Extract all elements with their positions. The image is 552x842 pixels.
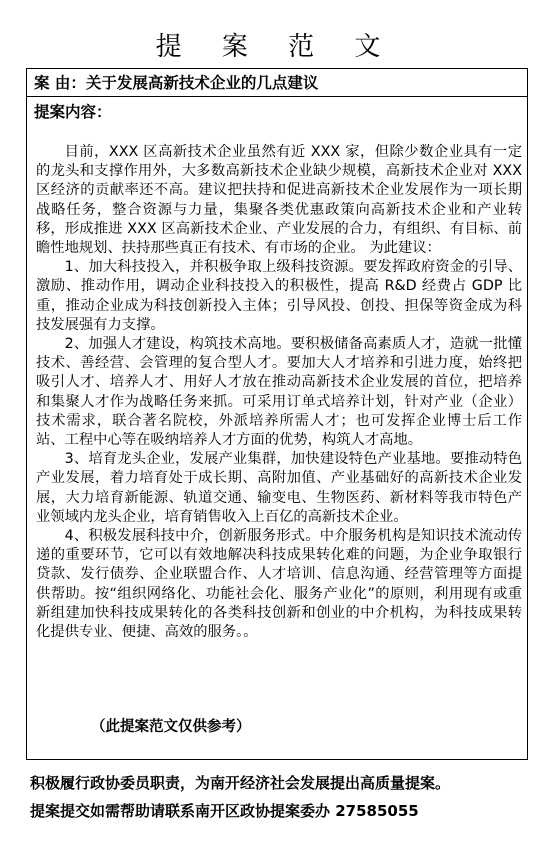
content-label: 提案内容：	[34, 103, 112, 121]
footer-slogan: 积极履行政协委员职责，为南开经济社会发展提出高质量提案。	[30, 774, 451, 792]
document-title: 提 案 范 文	[155, 32, 397, 62]
proposal-form	[26, 68, 528, 760]
footer-contact: 提案提交如需帮助请联系南开区政协提案委办 27585055	[30, 802, 419, 820]
suggestion-1: 1、加大科技投入，并积极争取上级科技资源。要发挥政府资金的引导、激励、推动作用，调动企业科技投入的积极性，提高 R&D 经费占 GDP 比重，推动企业成为科技创新投入主体；引导风投、创投、担保等资金成为科技发展强有力支撑。	[36, 259, 522, 333]
case-row	[27, 69, 527, 97]
suggestion-3: 3、培育龙头企业，发展产业集群，加快建设特色产业基地。要推动特色产业发展，着力培育处于成长期、高附加值、产业基础好的高新技术企业发展，大力培育新能源、轨道交通、输变电、生物医药、新材料等我市特色产业领域内龙头企业，培育销售收入上百亿的高新技术企业。	[36, 451, 522, 525]
reference-note: （此提案范文仅供参考）	[91, 719, 251, 735]
case-subject: 关于发展高新技术企业的几点建议	[85, 74, 319, 92]
intro-paragraph: 目前，XXX 区高新技术企业虽然有近 XXX 家，但除少数企业具有一定的龙头和支撑作用外，大多数高新技术企业缺少规模，高新技术企业对 XXX 区经济的贡献率还不高。建议把扶持和促进高新技术企业发展作为一项长期战略任务，整合资源与力量，集聚各类优惠政策向高新技术企业和产业转移，形成推进 XXX 区高新技术企业、产业发展的合力，有组织、有目标、前瞻性地规划、扶持那些真正有技术、有市场的企业。 为此建议：	[36, 144, 522, 257]
suggestion-2: 2、加强人才建设，构筑技术高地。要积极储备高素质人才，造就一批懂技术、善经营、会管理的复合型人才。要加大人才培养和引进力度，始终把吸引人才、培养人才、用好人才放在推动高新技术企业发展的首位，把培养和集聚人才作为战略任务来抓。可采用订单式培养计划，针对产业（企业）技术需求，联合著名院校，外派培养所需人才；也可发挥企业博士后工作站、工程中心等在吸纳培养人才方面的优势，构筑人才高地。	[36, 336, 522, 449]
case-label: 案 由：	[34, 74, 86, 92]
proposal-body	[36, 143, 522, 642]
suggestion-4: 4、积极发展科技中介，创新服务形式。中介服务机构是知识技术流动传递的重要环节，它可以有效地解决科技成果转化难的问题，为企业争取银行贷款、发行债券、企业联盟合作、人才培训、信息沟通、经营管理等方面提供帮助。按“组织网络化、功能社会化、服务产业化”的原则，利用现有或重新组建加快科技成果转化的各类科技创新和创业的中介机构，为科技成果转化提供专业、便捷、高效的服务。。	[36, 528, 522, 641]
